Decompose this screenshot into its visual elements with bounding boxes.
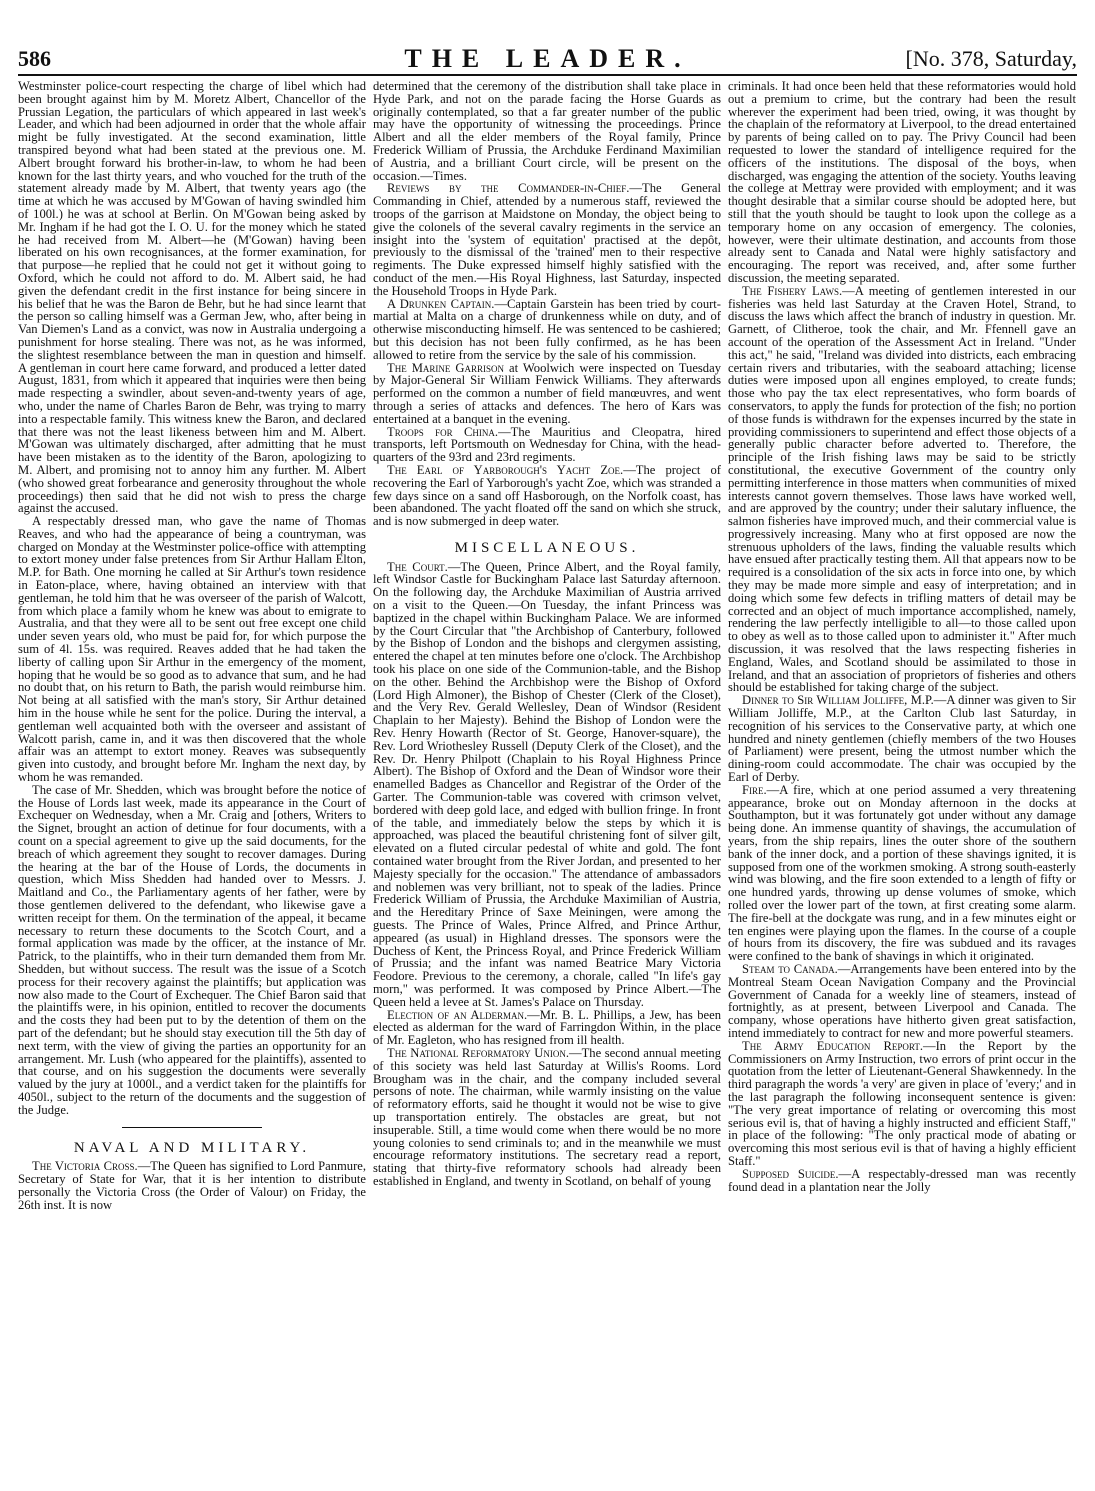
article-lead: Dinner to Sir William Jolliffe, (742, 693, 908, 708)
article-paragraph: criminals. It had once been held that these reformatories would hold out a premium to crime, but the contrary had been the result wherever the experiment had been tried, owing, it was thought by the chaplain of the reformatory at Liverpool, to the dread entertained by parents of being called on to pay. The Privy Council had been requested to lower the standard of intelligence required for the officers of the institutions. The disposal of the boys, when discharged, was engaging the attention of the society. Youths leaving the college at Mettray were provided with employment; and it was thought desirable that a similar course should be adopted here, but still that the youth should be taught to look upon the college as a temporary home on any occasion of emergency. The colonies, however, were their ultimate destination, and accounts from those already sent to Canada and Natal were highly satisfactory and encouraging. The report was received, and, after some further discussion, the meeting separated. (728, 80, 1076, 285)
article-body: M.P.—A dinner was given to Sir William Jolliffe, M.P., at the Carlton Club last Saturday, in recognition of his services to the Conservative party, at which one hundred and ninety gentlemen (chiefly members of the two Houses of Parliament) were present, being the utmost number which the dining-room could accommodate. The chair was occupied by the Earl of Derby. (728, 693, 1076, 785)
article-paragraph: A respectably dressed man, who gave the name of Thomas Reaves, and who had the appearance of being a countryman, was charged on Monday at the Westminster police-office with attempting to extort money under false pretences from Sir Arthur Hallam Elton, M.P. for Bath. One morning he called at Sir Arthur's town residence in Eaton-place, where, having obtained an interview with that gentleman, he told him that he was overseer of the parish of Walcott, from which place a family whom he knew was about to emigrate to Australia, and that they were all to be sent out free except one child under seven years old, who must be paid for, for which purpose the sum of 4l. 15s. was required. Reaves added that he had taken the liberty of calling upon Sir Arthur in the emergency of the moment, hoping that he would be so good as to advance that sum, and he had no doubt that, on his return to Bath, the parish would reimburse him. Not being at all satisfied with the man's story, Sir Arthur detained him in the house while he sent for the police. During the interval, a gentleman well acquainted both with the overseer and assistant of Walcott parish, came in, and it was then discovered that the whole affair was an attempt to extort money. Reaves was subsequently given into custody, and brought before Mr. Ingham the next day, by whom he was remanded. (18, 514, 366, 785)
article-paragraph (18, 1160, 366, 1211)
section-heading: NAVAL AND MILITARY. (73, 1139, 311, 1156)
article-body: —A fire, which at one period assumed a very threatening appearance, broke out on Monday afternoon in the docks at Southampton, but it was fortunately got under without any damage being done. An immense quantity of shavings, the accumulation of years, from the ship repairs, lines the outer shore of the southern bank of the inner dock, and a portion of these shavings ignited, it is supposed from one of the workmen smoking. A strong south-easterly wind was blowing, and the fire soon extended to a length of fifty or one hundred yards, throwing up dense volumes of smoke, which rolled over the lower part of the town, at first creating some alarm. The fire-bell at the dockgate was rung, and in a few minutes eight or ten engines were playing upon the flames. In the course of a couple of hours from its discovery, the fire was subdued and its ravages were confined to the bank of shavings in which it originated. (728, 782, 1076, 964)
article-body: —The second annual meeting of this society was held last Saturday at Willis's Rooms. Lord Brougham was in the chair, and the company included several persons of note. The chairman, while warmly insisting on the value of reformatory efforts, said he thought it would not be wise to give up transportation entirely. The obstacles are great, but not insuperable. Still, a time would come when there would be no more young colonies to send criminals to; and in the meanwhile we must encourage reformatory institutions. The secretary read a report, stating that thirty-five reformatory schools had already been established in England, and twenty in Scotland, on behalf of young (373, 1045, 721, 1188)
article-body: —A meeting of gentlemen interested in our fisheries was held last Saturday at the Craven Hotel, Strand, to discuss the laws which affect the branch of industry in question. Mr. Garnett, of Clitheroe, took the chair, and Mr. Ffennell gave an account of the operation of the Assessment Act in Ireland. "Under this act," he said, "Ireland was divided into districts, each embracing certain rivers and tributaries, with the seaboard attaching; license duties were imposed upon all engines employed, to create funds; those who pay the tax elect representatives, who form boards of conservators, to apply the funds for protection of the fish; no portion of those funds is withdrawn for the expenses incurred by the state in providing commissioners to superintend and effect those objects of a generally public character before adverted to. Therefore, the principle of the Irish fishing laws may be said to be strictly constitutional, the executive Government of the country only permitting interference in those matters when communities of mixed interests cannot govern themselves. Those laws have worked well, and are approved by the country; under their salutary influence, the salmon fisheries have improved much, and their commercial value is progressively increasing. Many who at first opposed are now the strenuous upholders of the laws, finding the valuable results which have ensued after practically testing them. All that appears now to be required is a consolidation of the six acts in force into one, by which they may be made more simple and easy of interpretation; and in doing which some few defects in trifling matters of detail may be corrected and an object of much importance accomplished, namely, rendering the law perfectly intelligible to all—to those called upon to obey as well as to those called upon to administer it." After much discussion, it was resolved that the laws respecting fisheries in England, Wales, and Scotland should be assimilated to those in Ireland, and that an association of proprietors of fisheries and others should be established for taking charge of the subject. (728, 283, 1076, 695)
article-body: —The Queen has signified to Lord Panmure, Secretary of State for War, that it is her intention to distribute personally the Victoria Cross (the Order of Valour) on Friday, the 26th inst. It is now (18, 1159, 366, 1212)
newspaper-title: THE LEADER. (404, 44, 691, 73)
article-lead: Troops for China. (387, 424, 499, 439)
article-body: —The project of recovering the Earl of Yarborough's yacht Zoe, which was stranded a few days since on a sand off Hasborough, on the Norfolk coast, has been abandoned. The yacht floated off the sand on which she struck, and is now submerged in deep water. (373, 462, 721, 529)
article-lead: The Army Education Report. (742, 1038, 923, 1053)
article-lead: The Victoria Cross. (32, 1159, 138, 1174)
article-paragraph (728, 285, 1076, 695)
article-lead: A Drunken Captain. (387, 296, 495, 311)
article-lead: Supposed Suicide. (742, 1166, 839, 1181)
article-body: —Mr. B. L. Phillips, a Jew, has been elected as alderman for the ward of Farringdon Within, in the place of Mr. Eagleton, who has resigned from ill health. (373, 1007, 721, 1048)
section-divider (122, 1127, 262, 1128)
article-paragraph (728, 784, 1076, 963)
article-paragraph: determined that the ceremony of the distribution shall take place in Hyde Park, and not on the parade facing the Horse Guards as originally contemplated, so that a far greater number of the public may have the opportunity of witnessing the proceedings. Prince Albert and all the elder members of the Royal family, Prince Frederick William of Prussia, the Archduke Ferdinand Maximilian of Austria, and a brilliant Court circle, will be present on the occasion.—Times. (373, 80, 721, 183)
article-paragraph (373, 362, 721, 426)
article-paragraph (728, 1040, 1076, 1168)
article-paragraph (373, 464, 721, 528)
article-paragraph (373, 1009, 721, 1047)
article-paragraph (728, 694, 1076, 784)
column-2 (373, 80, 721, 1478)
page-number: 586 (18, 46, 51, 71)
article-lead: The Fishery Laws. (742, 283, 843, 298)
article-lead: Steam to Canada. (742, 961, 838, 976)
article-body: —The General Commanding in Chief, attended by a numerous staff, reviewed the troops of the garrison at Maidstone on Monday, the object being to give the colonels of the several cavalry regiments in the service an insight into the 'system of equitation' practised at the depôt, previously to the dismissal of the 'trained' men to their respective regiments. The Duke expressed himself highly satisfied with the conduct of the men.—His Royal Highness, last Saturday, inspected the Household Troops in Hyde Park. (373, 181, 721, 298)
article-body: —The Queen, Prince Albert, and the Royal family, left Windsor Castle for Buckingham Palace last Saturday afternoon. On the following day, the Archduke Maximilian of Austria arrived on a visit to the Queen.—On Tuesday, the infant Princess was baptized in the chapel within Buckingham Palace. We are informed by the Court Circular that "the Archbishop of Canterbury, followed by the Bishop of London and the bishops and clergymen assisting, entered the chapel at ten minutes before one o'clock. The Archbishop took his place on one side of the Communion-table, and the Bishop on the other. Behind the Archbishop were the Bishop of Oxford (Lord High Almoner), the Bishop of Chester (Clerk of the Closet), and the Very Rev. Gerald Wellesley, Dean of Windsor (Resident Chaplain to her Majesty). Behind the Bishop of London were the Rev. Henry Howarth (Rector of St. George, Hanover-square), the Rev. Lord Wriothesley Russell (Deputy Clerk of the Closet), and the Rev. Dr. Henry Philpott (Chaplain to his Royal Highness Prince Albert). The Bishop of Oxford and the Dean of Windsor wore their enamelled Badges as Chancellor and Registrar of the Order of the Garter. The Communion-table was covered with crimson velvet, bordered with deep gold lace, and edged with bullion fringe. In front of the table, and immediately below the steps by which it is approached, was placed the beautiful christening font of silver gilt, elevated on a fluted circular pedestal of white and gold. The font contained water brought from the River Jordan, and presented to her Majesty specially for the occasion." The attendance of ambassadors and noblemen was very brilliant, not to speak of the ladies. Prince Frederick William of Prussia, the Archduke Maximilian of Austria, and the Hereditary Prince of Saxe Meiningen, were among the guests. The Prince of Wales, Prince Alfred, and Prince Arthur, appeared (as usual) in Highland dresses. The sponsors were the Duchess of Kent, the Princess Royal, and Prince Frederick William of Prussia; and the infant was named Beatrice Mary Victoria Feodore. Previous to the ceremony, a chorale, called "In life's gay morn," was performed. It was composed by Prince Albert.—The Queen held a levee at St. James's Palace on Thursday. (373, 559, 721, 1009)
header-rule (18, 74, 1077, 76)
issue-label: [No. 378, Saturday, (905, 46, 1077, 71)
column-3 (728, 80, 1076, 1478)
article-lead: Fire. (742, 782, 767, 797)
article-body: —The Mauritius and Cleopatra, hired transports, left Portsmouth on Wednesday for China, with the head-quarters of the 93rd and 23rd regiments. (373, 424, 721, 465)
article-paragraph (728, 963, 1076, 1040)
article-paragraph (373, 426, 721, 464)
article-paragraph: The case of Mr. Shedden, which was brought before the notice of the House of Lords last week, made its appearance in the Court of Exchequer on Wednesday, when a Mr. Craig and [others, Writers to the Signet, brought an action of detinue for four documents, with a count on a special agreement to give up the said documents, for the breach of which agreement they sought to recover damages. During the hearing at the bar of the House of Lords, the documents in question, which Miss Shedden had handed over to Messrs. J. Maitland and Co., the Parliamentary agents of her father, were by those gentlemen delivered to the defendant, who likewise gave a written receipt for them. On the termination of the appeal, it became necessary to return these documents to the Scotch Court, and a formal application was made by the officer, at the instance of Mr. Patrick, to the plaintiffs, who in their turn demanded them from Mr. Shedden, but without success. The result was the issue of a Scotch process for their recovery against the plaintiffs; but application was now also made to the Court of Exchequer. The Chief Baron said that the plaintiffs were, in his opinion, entitled to recover the documents and the costs they had been put to by the detention of them on the part of the defendant; but he should stay execution till the 5th day of next term, with the view of giving the parties an opportunity for an arrangement. Mr. Lush (who appeared for the plaintiffs), assented to that course, and on his suggestion the documents were severally valued by the jury at 1000l., and a verdict taken for the plaintiffs for 4050l., subject to the return of the documents and the suggestion of the Judge. (18, 782, 366, 1117)
article-paragraph (373, 298, 721, 362)
article-paragraph (373, 182, 721, 297)
article-body: at Woolwich were inspected on Tuesday by Major-General Sir William Fenwick Williams. They afterwards performed on the common a number of field manœuvres, and went through a series of attacks and defences. The hero of Kars was entertained at a banquet in the evening. (373, 360, 721, 426)
article-lead: The Marine Garrison (387, 360, 505, 375)
article-body: —Arrangements have been entered into by the Montreal Steam Ocean Navigation Company and the Provincial Government of Canada for a weekly line of steamers, instead of fortnightly, as at present, between Liverpool and Canada. The company, whose operations have hitherto given great satisfaction, intend immediately to contract for new and more powerful steamers. (728, 961, 1076, 1040)
article-paragraph (728, 1168, 1076, 1194)
article-lead: Reviews by the Commander-in-Chief. (387, 181, 630, 196)
article-paragraph (373, 1047, 721, 1188)
article-lead: The Earl of Yarborough's Yacht Zoe. (387, 462, 624, 477)
article-body: —Captain Garstein has been tried by court-martial at Malta on a charge of drunkenness while on duty, and of otherwise misconducting himself. He was sentenced to be cashiered; but this decision has not been fully confirmed, as he has been allowed to retire from the service by the sale of his commission. (373, 296, 721, 362)
article-body: —A respectably-dressed man was recently found dead in a plantation near the Jolly (728, 1166, 1076, 1194)
article-body: —In the Report by the Commissioners on Army Instruction, two errors of print occur in the quotation from the letter of Lieutenant-General Shawkennedy. In the third paragraph the words 'a very' are given in place of 'every;' and in the last paragraph the following inconsequent sentence is given: "The very great importance of relating or overcoming this most serious evil is, that of having a highly instructed and efficient Staff," in place of the following: "The only practical mode of abating or overcoming this most serious evil is that of having a highly efficient Staff." (728, 1038, 1076, 1168)
column-1 (18, 80, 366, 1478)
section-heading: MISCELLANEOUS. (454, 539, 640, 556)
article-lead: Election of an Alderman. (387, 1007, 528, 1022)
article-paragraph (373, 561, 721, 1009)
masthead (18, 40, 1077, 74)
article-lead: The National Reformatory Union. (387, 1045, 569, 1060)
article-paragraph: Westminster police-court respecting the charge of libel which had been brought against him by M. Moretz Albert, Chancellor of the Prussian Legation, the particulars of which appeared in last week's Leader, and which had been adjourned in order that the whole affair might be fully investigated. At the second examination, little transpired beyond what had been stated at the previous one. M. Albert brought forward his brother-in-law, to whom he had been known for the last thirty years, and who vouched for the truth of the statement already made by M. Albert, that twenty years ago (the time at which he was accused by M'Gowan of having swindled him of 100l.) he was at school at Berlin. On M'Gowan being asked by Mr. Ingham if he had got the I. O. U. for the money which he stated he had received from M. Albert—he (M'Gowan) having been liberated on his own recognisances, at the former examination, for that purpose—he replied that he could not get it without going to Oxford, which he could not afford to do. M. Albert said, he had given the defendant credit in the first instance for being sincere in his belief that he was the Baron de Behr, but he had since learnt that the person so calling himself was a German Jew, who, after being in Van Diemen's Land as a convict, was now in Australia undergoing a punishment for horse stealing. There was not, as he was informed, the slightest resemblance between the man in question and himself. A gentleman in court here came forward, and produced a letter dated August, 1831, from which it appeared that inquiries were then being made respecting a swindler, about seven-and-twenty years of age, who, under the name of Charles Baron de Behr, was trying to marry into a respectable family. This witness knew the Baron, and declared that there was not the least likeness between him and M. Albert. M'Gowan was ultimately discharged, after admitting that he must have been mistaken as to the identity of the Baron, apologizing to M. Albert, and promising not to annoy him any further. M. Albert (who showed great forbearance and generosity throughout the whole proceedings) then said that he did not wish to press the charge against the accused. (18, 80, 366, 516)
article-lead: The Court. (387, 559, 448, 574)
